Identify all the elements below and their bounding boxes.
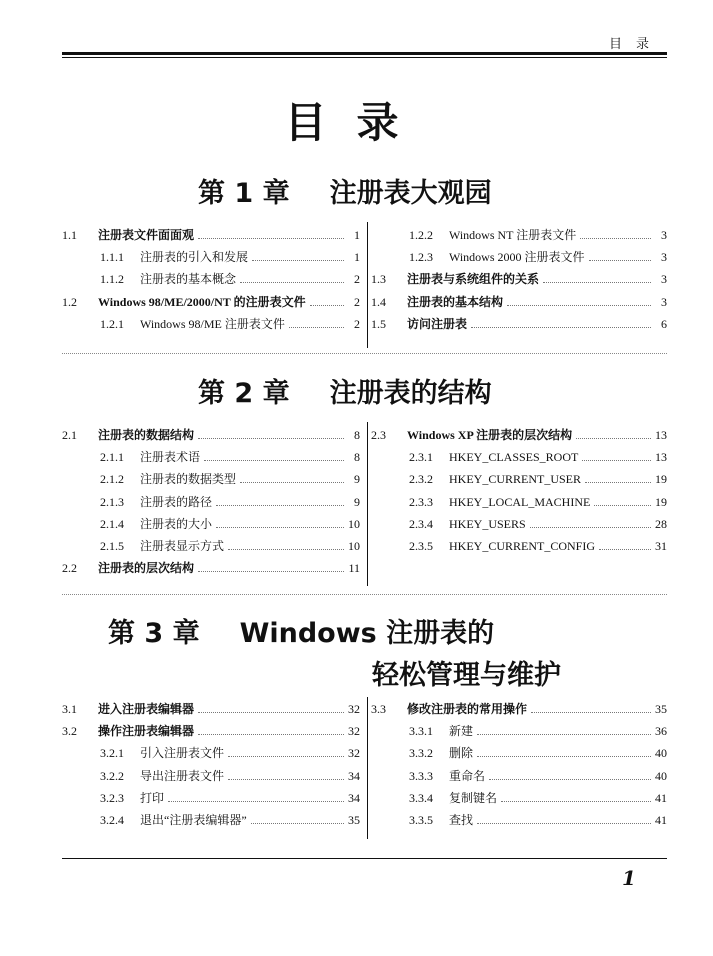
- chapter-2-label: 第 2 章: [198, 378, 290, 409]
- toc-entry-title: Windows NT 注册表文件: [449, 228, 577, 242]
- toc-entry-title: 复制键名: [449, 790, 498, 805]
- toc-entry[interactable]: [62, 722, 360, 740]
- toc-entry-title: 修改注册表的常用操作: [407, 702, 528, 716]
- toc-entry-title: 注册表术语: [140, 450, 201, 465]
- toc-entry-number: 1.2.1: [100, 316, 124, 331]
- toc-entry[interactable]: [371, 226, 667, 244]
- toc-entry-page: 32: [348, 746, 360, 761]
- leader-dots: [594, 493, 651, 506]
- leader-dots: [576, 426, 651, 439]
- toc-entry[interactable]: [62, 493, 360, 511]
- toc-entry-page: 28: [655, 516, 667, 531]
- toc-entry-page: 13: [655, 428, 667, 442]
- toc-entry[interactable]: [62, 789, 360, 807]
- toc-entry-title: Windows 2000 注册表文件: [449, 250, 585, 265]
- toc-entry-number: 1.1: [62, 228, 77, 242]
- column-divider: [367, 697, 368, 839]
- toc-entry-number: 3.3.1: [409, 724, 433, 739]
- leader-dots: [168, 789, 344, 802]
- toc-entry-page: 32: [348, 702, 360, 716]
- toc-entry[interactable]: [62, 767, 360, 785]
- leader-dots: [228, 744, 344, 757]
- toc-entry-number: 1.2: [62, 294, 77, 309]
- section-divider: [62, 594, 667, 595]
- leader-dots: [216, 493, 344, 506]
- toc-entry[interactable]: [371, 744, 667, 762]
- toc-entry-page: 8: [354, 428, 360, 442]
- toc-entry-title: 注册表的数据类型: [140, 472, 237, 487]
- toc-entry-page: 3: [661, 228, 667, 242]
- toc-entry-page: 13: [655, 450, 667, 465]
- toc-entry-number: 2.3.4: [409, 516, 433, 531]
- column-divider: [367, 422, 368, 586]
- toc-entry-title: 新建: [449, 724, 474, 739]
- toc-entry-page: 9: [354, 472, 360, 487]
- toc-entry[interactable]: [371, 537, 667, 555]
- toc-entry-page: 34: [348, 768, 360, 783]
- toc-entry-page: 40: [655, 768, 667, 783]
- leader-dots: [289, 315, 344, 328]
- toc-entry-title: 注册表的引入和发展: [140, 250, 249, 265]
- leader-dots: [489, 767, 651, 780]
- toc-entry-title: 重命名: [449, 768, 486, 783]
- toc-entry-number: 2.3.2: [409, 472, 433, 487]
- toc-entry[interactable]: [62, 811, 360, 829]
- leader-dots: [477, 811, 651, 824]
- toc-entry[interactable]: [62, 700, 360, 718]
- leader-dots: [501, 789, 651, 802]
- leader-dots: [477, 722, 651, 735]
- toc-entry[interactable]: [62, 248, 360, 266]
- toc-entry-page: 2: [354, 316, 360, 331]
- toc-entry-page: 8: [354, 450, 360, 465]
- toc-entry-page: 40: [655, 746, 667, 761]
- toc-entry-number: 3.3: [371, 702, 386, 716]
- toc-entry-title: 访问注册表: [407, 316, 468, 331]
- toc-entry-number: 1.1.2: [100, 272, 124, 287]
- toc-entry-number: 2.1.1: [100, 450, 124, 465]
- leader-dots: [531, 700, 651, 713]
- toc-entry-number: 1.3: [371, 272, 386, 287]
- toc-entry-title: 引入注册表文件: [140, 746, 225, 761]
- toc-entry-page: 9: [354, 494, 360, 509]
- toc-entry[interactable]: [371, 315, 667, 333]
- leader-dots: [204, 448, 344, 461]
- toc-entry[interactable]: [62, 515, 360, 533]
- toc-entry-page: 36: [655, 724, 667, 739]
- leader-dots: [240, 470, 344, 483]
- toc-entry[interactable]: [371, 270, 667, 288]
- toc-entry-title: 打印: [140, 790, 165, 805]
- toc-entry-number: 2.3.1: [409, 450, 433, 465]
- toc-entry-title: HKEY_CLASSES_ROOT: [449, 450, 579, 465]
- toc-entry-page: 31: [655, 539, 667, 553]
- toc-entry-title: 注册表的层次结构: [98, 561, 195, 576]
- toc-entry-number: 3.3.4: [409, 790, 433, 805]
- toc-entry-number: 2.3.5: [409, 539, 433, 553]
- leader-dots: [599, 537, 651, 550]
- toc-entry-number: 3.2.2: [100, 768, 124, 783]
- leader-dots: [198, 559, 344, 572]
- toc-entry[interactable]: [371, 448, 667, 466]
- toc-entry-title: Windows XP 注册表的层次结构: [407, 428, 573, 442]
- leader-dots: [216, 515, 344, 528]
- toc-entry-title: Windows 98/ME 注册表文件: [140, 316, 285, 331]
- toc-entry-number: 2.2: [62, 561, 77, 576]
- chapter-2-title: 注册表的结构: [329, 378, 492, 409]
- toc-entry-page: 35: [655, 702, 667, 716]
- toc-entry[interactable]: [371, 293, 667, 311]
- toc-entry-number: 3.3.3: [409, 768, 433, 783]
- chapter-3-label: 第 3 章: [108, 618, 200, 649]
- leader-dots: [198, 426, 344, 439]
- toc-entry[interactable]: [62, 315, 360, 333]
- toc-entry-title: 注册表与系统组件的关系: [407, 272, 540, 287]
- leader-dots: [589, 248, 651, 261]
- footer-rule: [62, 858, 667, 859]
- toc-entry-number: 3.2.1: [100, 746, 124, 761]
- chapter-3-heading: [108, 611, 494, 650]
- toc-entry-page: 41: [655, 790, 667, 805]
- toc-entry-page: 1: [354, 250, 360, 265]
- toc-entry[interactable]: [62, 559, 360, 577]
- toc-entry[interactable]: [62, 226, 360, 244]
- toc-entry-number: 3.3.2: [409, 746, 433, 761]
- toc-entry-title: HKEY_CURRENT_USER: [449, 472, 582, 487]
- chapter-2-heading: [198, 371, 492, 410]
- leader-dots: [543, 270, 651, 283]
- toc-entry-title: HKEY_LOCAL_MACHINE: [449, 494, 591, 509]
- toc-entry-number: 1.1.1: [100, 250, 124, 265]
- toc-entry[interactable]: [62, 426, 360, 444]
- toc-entry-title: 查找: [449, 813, 474, 827]
- toc-entry-number: 3.2: [62, 724, 77, 739]
- toc-entry-title: 操作注册表编辑器: [98, 724, 195, 739]
- toc-entry[interactable]: [62, 470, 360, 488]
- chapter-1-heading: [198, 171, 492, 210]
- toc-entry-number: 2.1.2: [100, 472, 124, 487]
- toc-entry-page: 1: [354, 228, 360, 242]
- toc-entry[interactable]: [371, 789, 667, 807]
- section-divider: [62, 353, 667, 354]
- toc-entry[interactable]: [371, 426, 667, 444]
- leader-dots: [471, 315, 651, 328]
- toc-entry-number: 1.2.3: [409, 250, 433, 265]
- toc-entry-page: 3: [661, 250, 667, 265]
- leader-dots: [252, 248, 344, 261]
- header-rule: [62, 52, 667, 55]
- toc-entry[interactable]: [62, 744, 360, 762]
- toc-entry-number: 3.2.4: [100, 813, 124, 827]
- leader-dots: [530, 515, 651, 528]
- column-divider: [367, 222, 368, 348]
- toc-entry-number: 2.1.5: [100, 539, 124, 553]
- toc-entry-title: HKEY_USERS: [449, 516, 526, 531]
- toc-entry[interactable]: [371, 248, 667, 266]
- toc-entry-page: 34: [348, 790, 360, 805]
- toc-entry[interactable]: [62, 293, 360, 311]
- toc-entry-title: 退出“注册表编辑器”: [140, 813, 247, 827]
- toc-entry-number: 2.1.4: [100, 516, 124, 531]
- leader-dots: [198, 226, 344, 239]
- toc-entry-title: 注册表文件面面观: [98, 228, 195, 242]
- toc-entry-page: 19: [655, 494, 667, 509]
- chapter-1-title: 注册表大观园: [329, 178, 492, 209]
- toc-entry[interactable]: [371, 722, 667, 740]
- toc-entry-page: 11: [348, 561, 360, 576]
- toc-entry-number: 1.4: [371, 294, 386, 309]
- toc-entry-page: 2: [354, 294, 360, 309]
- toc-entry-page: 32: [348, 724, 360, 739]
- toc-entry-title: 删除: [449, 746, 474, 761]
- leader-dots: [198, 700, 344, 713]
- toc-entry-title: 导出注册表文件: [140, 768, 225, 783]
- toc-entry-page: 3: [661, 272, 667, 287]
- toc-entry-number: 2.3: [371, 428, 386, 442]
- toc-entry[interactable]: [371, 470, 667, 488]
- toc-entry[interactable]: [371, 767, 667, 785]
- leader-dots: [251, 811, 344, 824]
- toc-entry-title: Windows 98/ME/2000/NT 的注册表文件: [98, 294, 306, 309]
- leader-dots: [585, 470, 651, 483]
- toc-entry-page: 35: [348, 813, 360, 827]
- toc-entry-title: 进入注册表编辑器: [98, 702, 195, 716]
- toc-entry-page: 6: [661, 316, 667, 331]
- leader-dots: [507, 293, 651, 306]
- toc-entry-title: 注册表的数据结构: [98, 428, 195, 442]
- toc-entry-number: 3.1: [62, 702, 77, 716]
- leader-dots: [310, 293, 344, 306]
- toc-entry-number: 3.2.3: [100, 790, 124, 805]
- toc-entry-page: 19: [655, 472, 667, 487]
- toc-entry[interactable]: [62, 270, 360, 288]
- toc-entry-page: 10: [348, 539, 360, 553]
- toc-entry[interactable]: [371, 700, 667, 718]
- toc-entry-page: 41: [655, 813, 667, 827]
- toc-entry-title: 注册表显示方式: [140, 539, 225, 553]
- toc-entry[interactable]: [62, 537, 360, 555]
- toc-entry-title: 注册表的大小: [140, 516, 213, 531]
- toc-entry[interactable]: [371, 811, 667, 829]
- toc-entry[interactable]: [371, 515, 667, 533]
- toc-entry-title: 注册表的基本结构: [407, 294, 504, 309]
- running-head: 目录: [608, 37, 663, 52]
- toc-entry-page: 3: [661, 294, 667, 309]
- leader-dots: [228, 537, 344, 550]
- toc-entry-number: 1.2.2: [409, 228, 433, 242]
- leader-dots: [582, 448, 651, 461]
- toc-entry-number: 3.3.5: [409, 813, 433, 827]
- toc-entry-page: 10: [348, 516, 360, 531]
- chapter-1-label: 第 1 章: [198, 178, 290, 209]
- toc-entry-number: 1.5: [371, 316, 386, 331]
- leader-dots: [477, 744, 651, 757]
- page-number: 1: [622, 866, 636, 890]
- chapter-3-heading-line2: 轻松管理与维护: [372, 660, 561, 691]
- toc-entry-number: 2.1: [62, 428, 77, 442]
- leader-dots: [240, 270, 344, 283]
- toc-entry-title: HKEY_CURRENT_CONFIG: [449, 539, 596, 553]
- toc-entry[interactable]: [62, 448, 360, 466]
- leader-dots: [198, 722, 344, 735]
- leader-dots: [580, 226, 651, 239]
- toc-entry-title: 注册表的路径: [140, 494, 213, 509]
- page-title: 目录: [284, 98, 429, 147]
- toc-entry[interactable]: [371, 493, 667, 511]
- header-rule-thin: [62, 57, 667, 58]
- toc-entry-page: 2: [354, 272, 360, 287]
- toc-entry-number: 2.3.3: [409, 494, 433, 509]
- toc-entry-number: 2.1.3: [100, 494, 124, 509]
- toc-entry-title: 注册表的基本概念: [140, 272, 237, 287]
- leader-dots: [228, 767, 344, 780]
- chapter-3-title: Windows 注册表的: [239, 618, 495, 649]
